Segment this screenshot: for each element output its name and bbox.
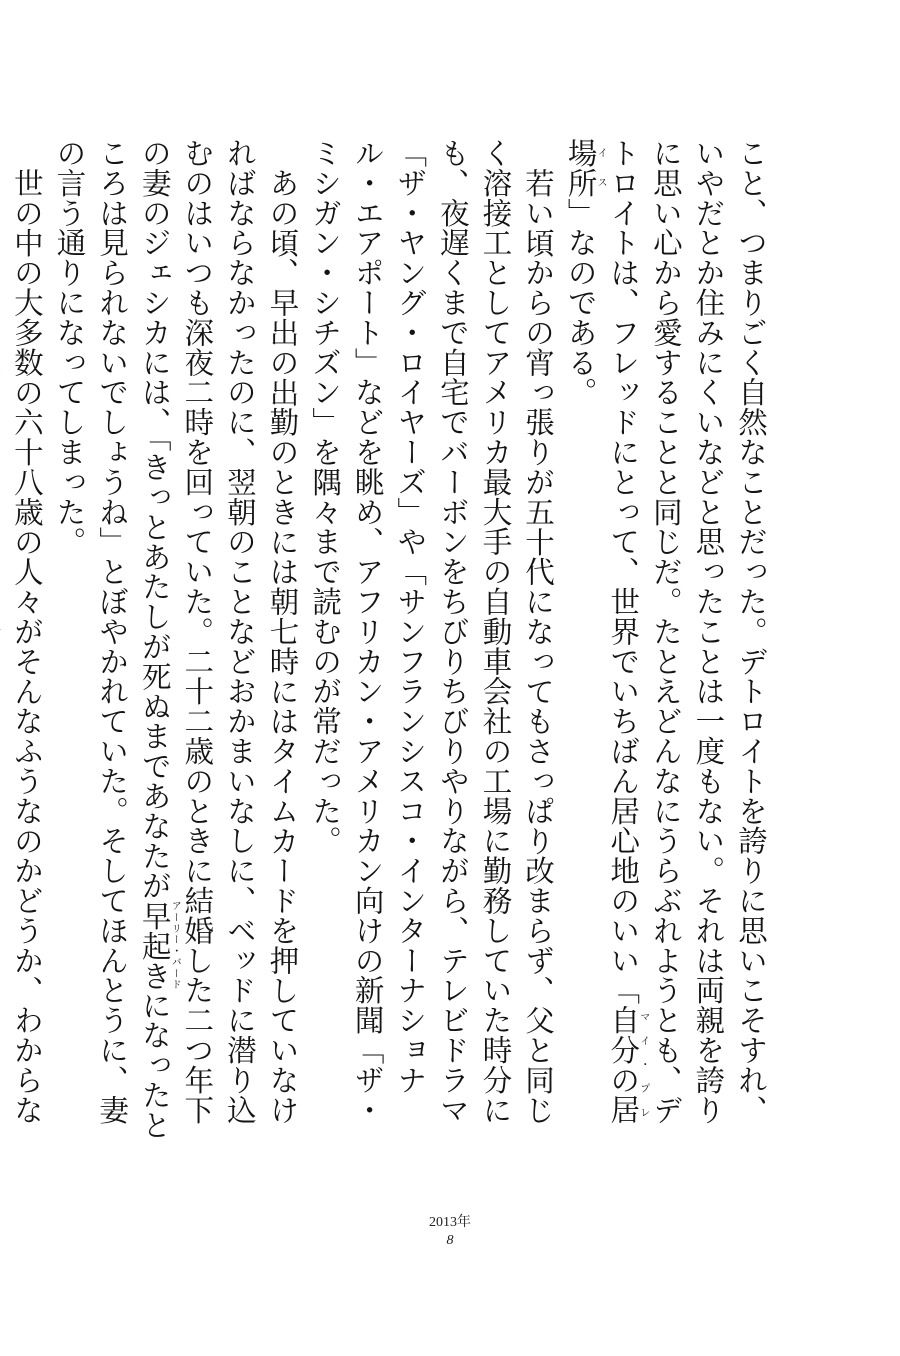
ruby-annotated-word: 早起きアーリー・バード bbox=[137, 900, 181, 991]
text-run: 世の中の大多数の六十八歳の人々がそんなふうなのかどうか、わからな bbox=[9, 167, 44, 1125]
paragraph bbox=[559, 138, 772, 1148]
paragraph bbox=[48, 138, 304, 1148]
paragraph bbox=[303, 138, 559, 1148]
vertical-body-text bbox=[9, 138, 772, 1148]
page-number: 8 bbox=[446, 1233, 454, 1248]
text-run: 若い頃からの宵っ張りが五十代になってもさっぱり改まらず、父と同じく溶接工としてアメリカ最大手の自動車会社の工場に勤務していた時分にも、夜遅くまで自宅でバーボンをちびりちびりやりながら、テレビドラマ「ザ・ヤング・ロイヤーズ」や「サンフランシスコ・インターナショナル・エアポート」などを眺め、アフリカン・アメリカン向けの新聞「ザ・ミシガン・シチズン」を隅々まで読むのが常だった。 bbox=[308, 138, 556, 1125]
text-run: こと、つまりごく自然なことだった。デトロイトを誇りに思いこそすれ、いやだとか住みにくいなどと思ったことは一度もない。それは両親を誇りに思い心から愛することと同じだ。たとえどんなにうらぶれようとも、デトロイトは、フレッドにとって、世界でいちばん居心地のいい「 bbox=[606, 138, 768, 1125]
ruby-reading: マイ・プレイス bbox=[595, 138, 649, 1125]
running-title: 2013年 bbox=[429, 1215, 471, 1230]
paragraph bbox=[0, 138, 48, 1148]
text-run: 」なのである。 bbox=[563, 197, 598, 408]
text-run: あの頃、早出の出勤のときには朝七時にはタイムカードを押していなければならなかったのに、翌朝のことなどおかまいなしに、ベッドに潜り込むのはいつも深夜二時を回っていた。二十二歳のときに結婚した二つ年下の妻のジェシカには、「きっとあたしが死ぬまであなたが bbox=[137, 138, 300, 1125]
ruby-annotated-word: 自分の居場所マイ・プレイス bbox=[563, 138, 649, 1125]
text-run: になったところは見られないでしょうね」とぼやかれていた。そしてほんとうに、妻の言う通りになってしまった。 bbox=[52, 138, 172, 1140]
ruby-reading: アーリー・バード bbox=[169, 900, 181, 991]
